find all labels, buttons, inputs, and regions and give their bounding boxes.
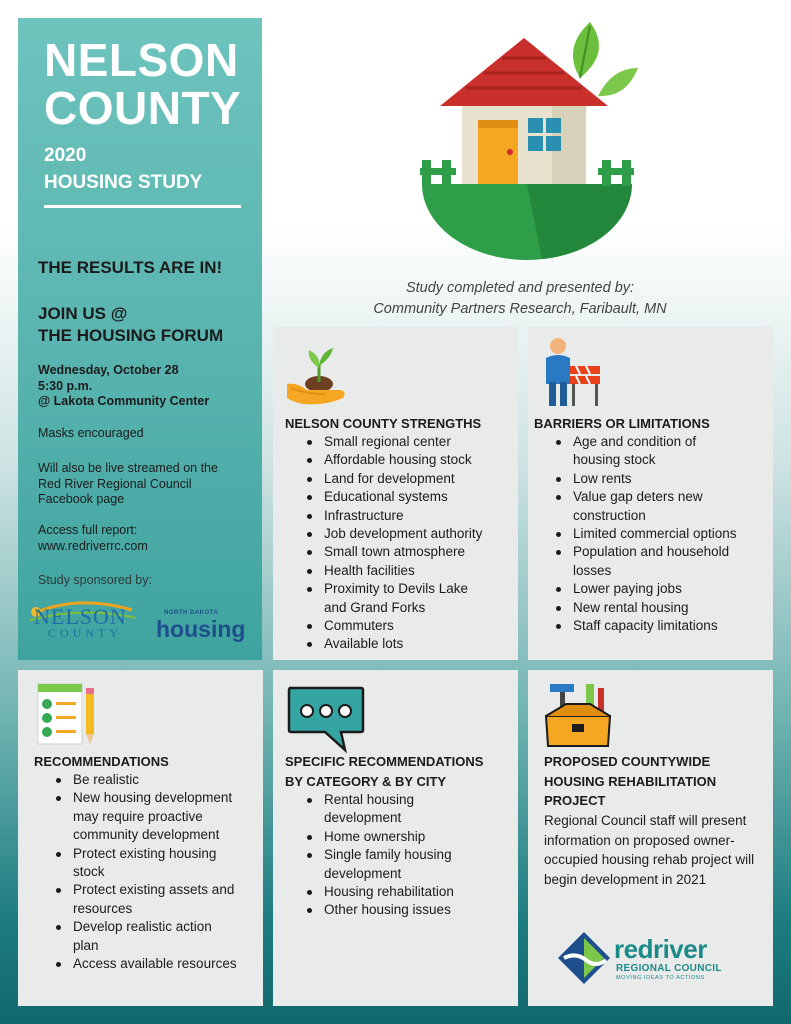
strengths-title: NELSON COUNTY STRENGTHS xyxy=(285,416,482,431)
red-river-mark-icon xyxy=(556,930,612,986)
county-wordmark: COUNTY xyxy=(48,626,122,640)
stream-line-1: Will also be live streamed on the xyxy=(38,461,218,475)
checklist-with-pencil-icon xyxy=(36,682,98,748)
list-item: Home ownership xyxy=(305,828,505,846)
regional-council-wordmark: REGIONAL COUNCIL xyxy=(616,963,722,974)
nd-wordmark: NORTH DAKOTA xyxy=(164,610,219,616)
specific-recommendations-card xyxy=(273,670,518,1006)
list-item: Limited commercial options xyxy=(554,525,770,543)
forum-line-2: THE HOUSING FORUM xyxy=(38,326,224,345)
list-item: Affordable housing stock xyxy=(305,451,515,469)
list-item: Develop realistic action plan xyxy=(54,918,229,955)
barriers-card xyxy=(528,326,773,660)
study-credit xyxy=(340,278,700,320)
strengths-list xyxy=(305,433,515,654)
strengths-card xyxy=(273,326,518,660)
list-item: Age and condition of housing stock xyxy=(554,433,714,470)
list-item: Population and household losses xyxy=(554,543,754,580)
subtitle-text: HOUSING STUDY xyxy=(44,172,203,193)
list-item: Land for development xyxy=(305,470,515,488)
barriers-list xyxy=(554,433,770,635)
list-item: Rental housing development xyxy=(305,791,445,828)
list-item: Low rents xyxy=(554,470,770,488)
event-location: @ Lakota Community Center xyxy=(38,394,210,408)
results-heading: THE RESULTS ARE IN! xyxy=(38,258,223,277)
list-item: Small regional center xyxy=(305,433,515,451)
list-item: Be realistic xyxy=(54,771,259,789)
list-item: Infrastructure xyxy=(305,507,515,525)
red-river-logo xyxy=(556,930,726,986)
list-item: Access available resources xyxy=(54,955,259,973)
list-item: Housing rehabilitation xyxy=(305,883,505,901)
list-item: Job development authority xyxy=(305,525,515,543)
rehab-title xyxy=(544,752,716,811)
red-river-tagline: MOVING IDEAS TO ACTIONS xyxy=(616,975,705,981)
forum-line-1: JOIN US @ xyxy=(38,304,128,323)
stream-note xyxy=(38,461,218,508)
list-item: Staff capacity limitations xyxy=(554,617,770,635)
event-date: Wednesday, October 28 xyxy=(38,363,179,377)
house-illustration-icon xyxy=(412,18,642,260)
housing-wordmark: housing xyxy=(156,616,246,642)
list-item: Health facilities xyxy=(305,562,515,580)
list-item: Protect existing housing stock xyxy=(54,845,239,882)
rehab-title-line-2: HOUSING REHABILITATION xyxy=(544,773,717,789)
forum-heading xyxy=(38,303,223,347)
nd-housing-logo xyxy=(156,610,260,650)
list-item: Value gap deters new construction xyxy=(554,488,724,525)
rehab-title-line-3: PROJECT xyxy=(544,793,606,808)
title-divider xyxy=(44,205,241,208)
list-item: Lower paying jobs xyxy=(554,580,770,598)
page-subtitle xyxy=(44,142,202,196)
credit-line-2: Community Partners Research, Faribault, MN xyxy=(373,301,667,317)
list-item: New rental housing xyxy=(554,599,770,617)
rehab-body: Regional Council staff will present information on proposed owner-occupied housing rehab project will begin development in 2021 xyxy=(544,813,755,887)
rehab-title-line-1: PROPOSED COUNTYWIDE xyxy=(544,754,711,769)
nelson-county-logo xyxy=(28,598,140,650)
subtitle-year: 2020 xyxy=(44,145,87,166)
toolbox-icon xyxy=(542,680,614,750)
sponsor-label: Study sponsored by: xyxy=(38,573,152,587)
list-item: Small town atmosphere xyxy=(305,543,515,561)
list-item: Proximity to Devils Lake and Grand Forks xyxy=(305,580,475,617)
list-item: Educational systems xyxy=(305,488,515,506)
list-item: New housing development may require proactive community development xyxy=(54,789,239,844)
red-river-wordmark: redriver xyxy=(614,934,707,964)
report-link[interactable]: www.redriverrc.com xyxy=(38,538,148,553)
credit-line-1: Study completed and presented by: xyxy=(405,280,635,296)
specific-title-line-1: SPECIFIC RECOMMENDATIONS xyxy=(285,754,484,769)
title-line-1: NELSON xyxy=(44,34,239,86)
stream-line-3: Facebook page xyxy=(38,492,125,506)
nelson-wordmark: NELSON xyxy=(34,604,127,629)
specific-title-line-2: BY CATEGORY & BY CITY xyxy=(285,773,447,789)
list-item: Other housing issues xyxy=(305,901,505,919)
event-details xyxy=(38,363,209,410)
recommendations-card xyxy=(18,670,263,1006)
hand-with-sprout-icon xyxy=(285,344,349,408)
specific-list xyxy=(305,791,505,920)
list-item: Commuters xyxy=(305,617,515,635)
masks-note: Masks encouraged xyxy=(38,426,144,440)
person-with-barrier-icon xyxy=(540,336,608,408)
report-label: Access full report: xyxy=(38,523,138,537)
stream-line-2: Red River Regional Council xyxy=(38,476,192,491)
list-item: Single family housing development xyxy=(305,846,475,883)
specific-title xyxy=(285,752,483,791)
title-line-2: COUNTY xyxy=(44,82,242,134)
recommendations-title: RECOMMENDATIONS xyxy=(34,754,169,769)
page-title xyxy=(44,36,241,132)
event-time: 5:30 p.m. xyxy=(38,378,93,393)
list-item: Protect existing assets and resources xyxy=(54,881,254,918)
chat-bubble-icon xyxy=(285,684,365,754)
report-access xyxy=(38,523,148,554)
barriers-title: BARRIERS OR LIMITATIONS xyxy=(534,416,710,431)
recommendations-list xyxy=(54,771,259,973)
list-item: Available lots xyxy=(305,635,515,653)
